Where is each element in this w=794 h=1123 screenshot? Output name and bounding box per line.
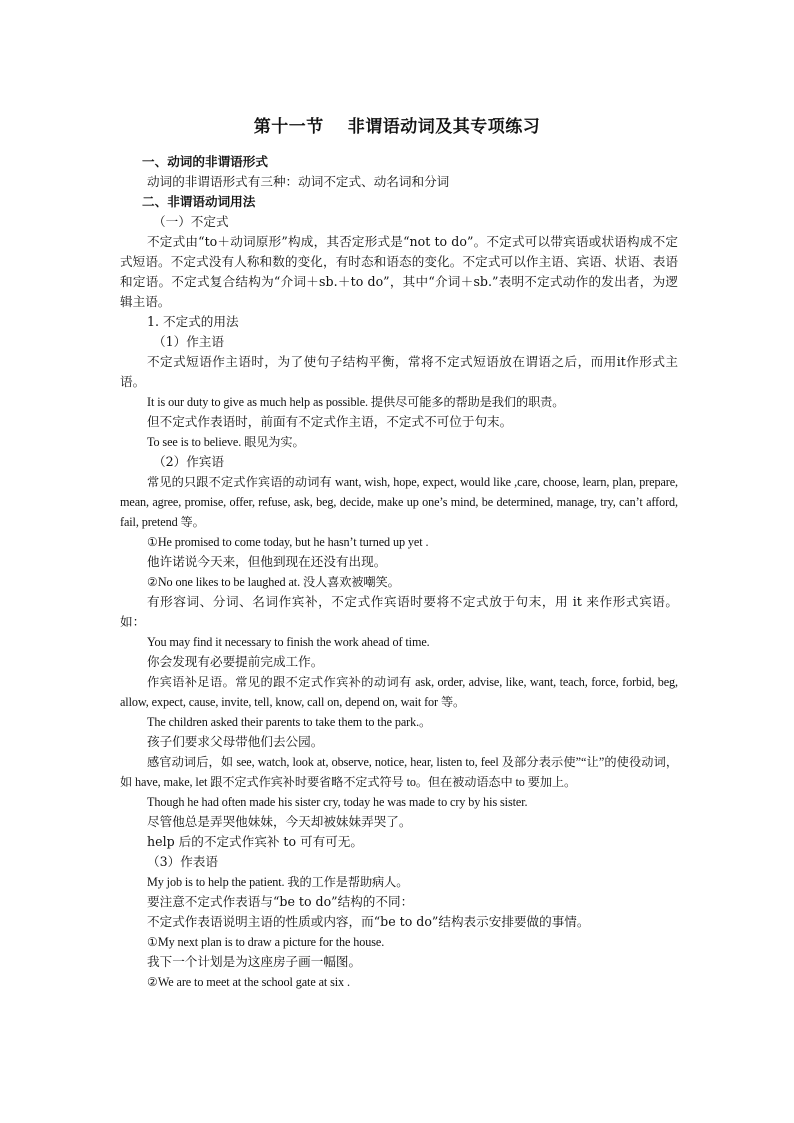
paragraph-line: 不定式短语作主语时，为了使句子结构平衡，常将不定式短语放在谓语之后，而用it作形式主语。 (120, 354, 678, 389)
paragraph-line: 不定式作表语说明主语的性质或内容，而“be to do”结构表示安排要做的事情。 (147, 914, 590, 929)
paragraph-line: ②No one likes to be laughed at. 没人喜欢被嘲笑。 (147, 575, 400, 589)
paragraph-line: 我下一个计划是为这座房子画一幅图。 (147, 954, 362, 969)
paragraph-line: 他许诺说今天来，但他到现在还没有出现。 (147, 554, 387, 569)
paragraph-line: （2）作宾语 (153, 454, 224, 469)
paragraph-line: 孩子们要求父母带他们去公园。 (147, 734, 324, 749)
title-section-number: 第十一节 (253, 117, 324, 137)
paragraph-line: help 后的不定式作宾补 to 可有可无。 (147, 834, 364, 849)
paragraph-line: （1）作主语 (153, 334, 224, 349)
section-heading: 一、动词的非谓语形式 (142, 154, 268, 169)
paragraph-line: My job is to help the patient. 我的工作是帮助病人。 (147, 875, 409, 889)
paragraph-line: 动词的非谓语形式有三种：动词不定式、动名词和分词 (147, 174, 450, 189)
paragraph-line: To see is to believe. 眼见为实。 (147, 435, 305, 449)
section-heading: 二、非谓语动词用法 (142, 194, 256, 209)
paragraph-line: 不定式由“to＋动词原形”构成，其否定形式是“not to do”。不定式可以带宾语或状语构成不定式短语。不定式没有人称和数的变化，有时态和语态的变化。不定式可以作主语、宾语、状语、表语和定语。不定式复合结构为“介词＋sb.＋to do”，其中“介词＋sb.”表明不定式动作的发出者，为逻辑主语。 (120, 234, 678, 309)
paragraph-line: 常见的只跟不定式作宾语的动词有 want, wish, hope, expect, would like ,care, choose, learn, plan, prepare, mean, agree, promise, offer, refuse, ask, beg, decide, make up one’s mind, be determined, manage, try, can’t afford, fail, pretend 等。 (120, 475, 678, 529)
paragraph-line: 要注意不定式作表语与“be to do”结构的不同： (147, 894, 414, 909)
paragraph-line: 1. 不定式的用法 (147, 314, 239, 329)
paragraph-line: You may find it necessary to finish the work ahead of time. (147, 635, 430, 649)
paragraph-line: （3）作表语 (147, 854, 218, 869)
paragraph-line: 但不定式作表语时，前面有不定式作主语，不定式不可位于句末。 (147, 414, 513, 429)
paragraph-line: 尽管他总是弄哭他妹妹，今天却被妹妹弄哭了。 (147, 814, 412, 829)
paragraph-line: 有形容词、分词、名词作宾补，不定式作宾语时要将不定式放于句末，用 it 来作形式宾语。如： (120, 594, 678, 629)
paragraph-line: It is our duty to give as much help as possible. 提供尽可能多的帮助是我们的职责。 (147, 395, 565, 409)
paragraph-line: The children asked their parents to take them to the park.。 (147, 715, 432, 729)
paragraph-line: 你会发现有必要提前完成工作。 (147, 654, 324, 669)
paragraph-line: Though he had often made his sister cry, today he was made to cry by his sister. (147, 795, 528, 809)
document-body (120, 152, 678, 992)
paragraph-line: （一）不定式 (153, 214, 229, 229)
page-title (0, 112, 794, 137)
paragraph-line: ②We are to meet at the school gate at six . (147, 975, 350, 989)
paragraph-line: ①He promised to come today, but he hasn’t turned up yet . (147, 535, 429, 549)
title-topic: 非谓语动词及其专项练习 (347, 117, 541, 137)
paragraph-line: 作宾语补足语。常见的跟不定式作宾补的动词有 ask, order, advise, like, want, teach, force, forbid, beg, allow, expect, cause, invite, tell, know, call on, depend on, wait for 等。 (120, 675, 678, 709)
paragraph-line: ①My next plan is to draw a picture for the house. (147, 935, 385, 949)
paragraph-line: 感官动词后，如 see, watch, look at, observe, notice, hear, listen to, feel 及部分表示使”“让”的使役动词，如 have, make, let 跟不定式作宾补时要省略不定式符号 to。但在被动语态中 to 要加上。 (120, 755, 678, 789)
